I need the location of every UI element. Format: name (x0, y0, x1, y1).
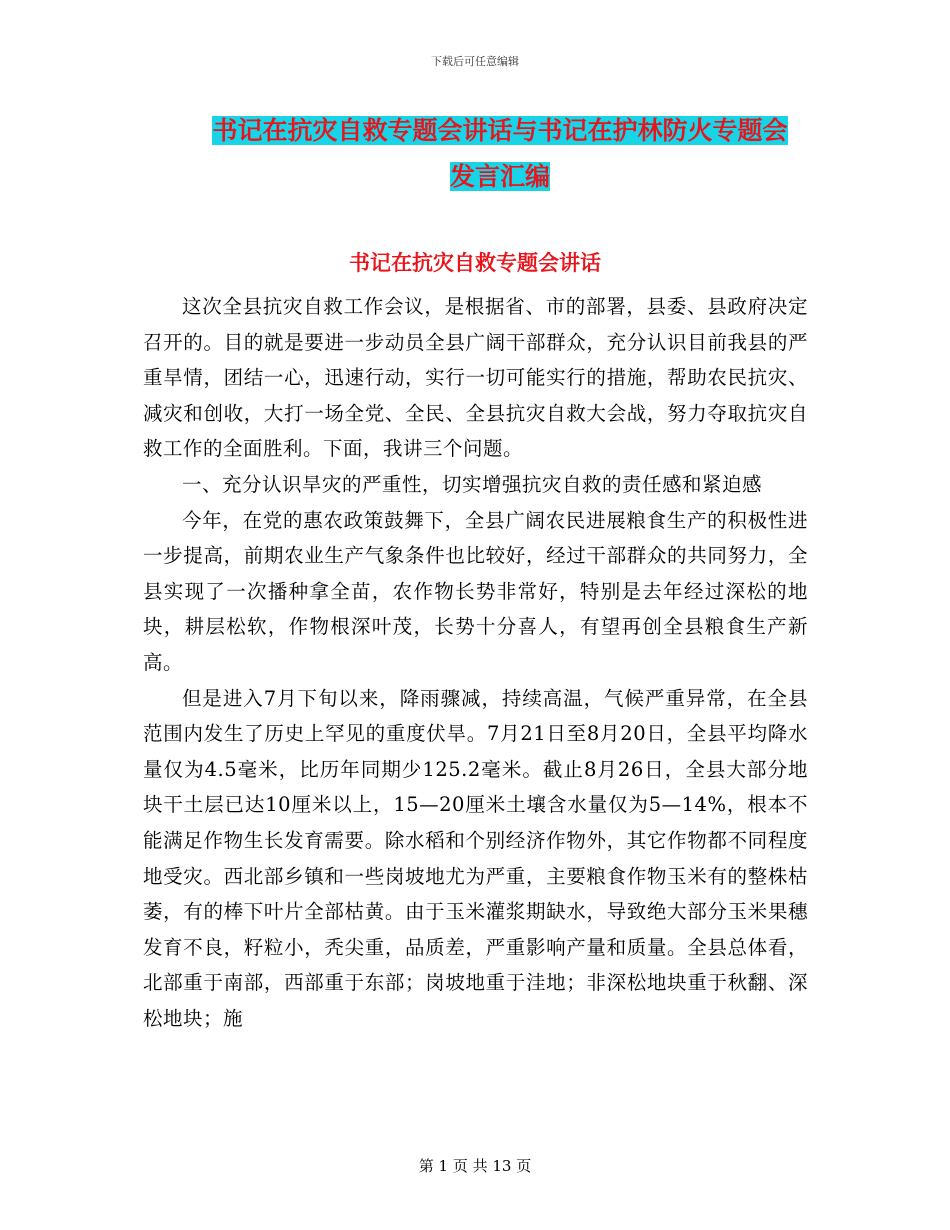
section-title: 书记在抗灾自救专题会讲话 (349, 250, 601, 275)
paragraph: 这次全县抗灾自救工作会议，是根据省、市的部署，县委、县政府决定召开的。目的就是要进一步动员全县广阔干部群众，充分认识目前我县的严重旱情，团结一心，迅速行动，实行一切可能实行的措施，帮助农民抗灾、减灾和创收，大打一场全党、全民、全县抗灾自救大会战，努力夺取抗灾自救工作的全面胜利。下面，我讲三个问题。 (143, 295, 808, 461)
document-title (140, 108, 860, 200)
header-note: 下载后可任意编辑 (431, 55, 519, 68)
document-title-line-1: 书记在抗灾自救专题会讲话与书记在护林防火专题会 (212, 116, 788, 145)
paragraph: 今年，在党的惠农政策鼓舞下，全县广阔农民进展粮食生产的积极性进一步提高，前期农业生产气象条件也比较好，经过干部群众的共同努力，全县实现了一次播种拿全苗，农作物长势非常好，特别是去年经过深松的地块，耕层松软，作物根深叶茂，长势十分喜人，有望再创全县粮食生产新高。 (143, 508, 808, 674)
page-number: 第 1 页 共 13 页 (418, 1157, 532, 1175)
body-text (143, 289, 808, 1036)
paragraph: 但是进入7月下旬以来，降雨骤减，持续高温，气候严重异常，在全县范围内发生了历史上罕见的重度伏旱。7月21日至8月20日，全县平均降水量仅为4.5毫米，比历年同期少125.2毫米。截止8月26日，全县大部分地块干土层已达10厘米以上，15—20厘米土壤含水量仅为5—14%，根本不能满足作物生长发育需要。除水稻和个别经济作物外，其它作物都不同程度地受灾。西北部乡镇和一些岗坡地尤为严重，主要粮食作物玉米有的整株枯萎，有的棒下叶片全部枯黄。由于玉米灌浆期缺水，导致绝大部分玉米果穗发育不良，籽粒小，秃尖重，品质差，严重影响产量和质量。全县总体看，北部重于南部，西部重于东部；岗坡地重于洼地；非深松地块重于秋翻、深松地块；施 (143, 686, 808, 1030)
paragraph: 一、充分认识旱灾的严重性，切实增强抗灾自救的责任感和紧迫感 (182, 472, 763, 496)
document-title-line-2: 发言汇编 (449, 162, 550, 191)
